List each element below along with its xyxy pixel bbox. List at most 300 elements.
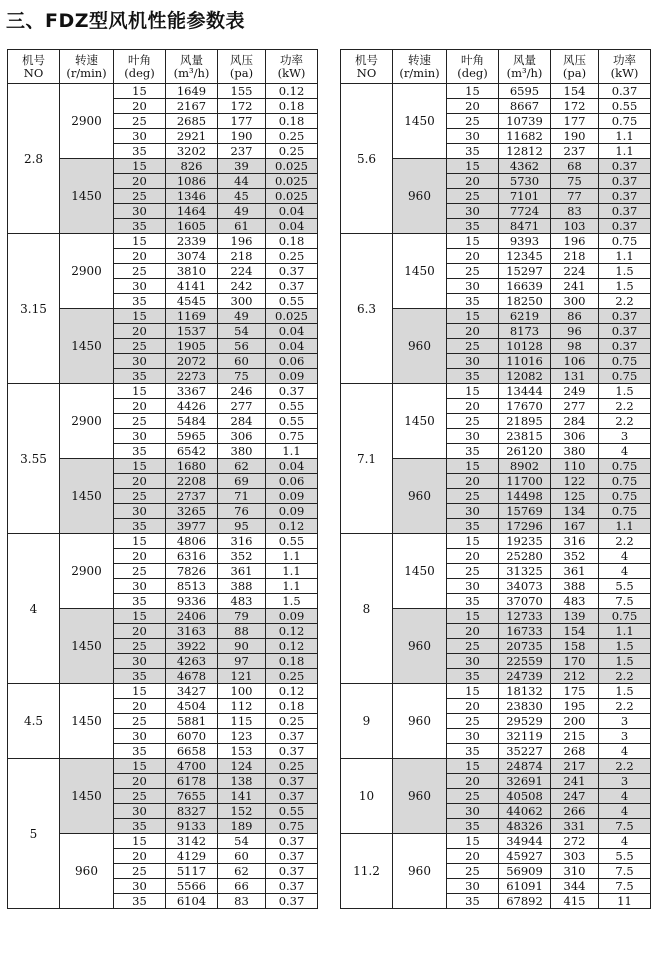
air-flow-cell: 2072 — [166, 354, 218, 369]
model-number-cell: 2.8 — [8, 84, 60, 234]
air-flow-cell: 17670 — [499, 399, 551, 414]
pressure-cell: 121 — [218, 669, 266, 684]
power-cell: 0.12 — [266, 519, 318, 534]
air-flow-cell: 11016 — [499, 354, 551, 369]
power-cell: 0.18 — [266, 654, 318, 669]
power-cell: 5.5 — [599, 579, 651, 594]
power-cell: 0.55 — [266, 414, 318, 429]
air-flow-cell: 2208 — [166, 474, 218, 489]
power-cell: 1.5 — [599, 384, 651, 399]
air-flow-cell: 826 — [166, 159, 218, 174]
blade-angle-cell: 15 — [447, 534, 499, 549]
power-cell: 7.5 — [599, 864, 651, 879]
air-flow-cell: 37070 — [499, 594, 551, 609]
power-cell: 1.5 — [599, 264, 651, 279]
speed-cell: 960 — [60, 834, 114, 909]
speed-cell: 1450 — [393, 534, 447, 609]
speed-cell: 960 — [393, 159, 447, 234]
power-cell: 0.37 — [599, 309, 651, 324]
air-flow-cell: 56909 — [499, 864, 551, 879]
blade-angle-cell: 25 — [114, 414, 166, 429]
blade-angle-cell: 30 — [114, 429, 166, 444]
pressure-cell: 246 — [218, 384, 266, 399]
speed-cell: 1450 — [60, 309, 114, 384]
speed-cell: 1450 — [393, 84, 447, 159]
power-cell: 0.09 — [266, 609, 318, 624]
air-flow-cell: 6104 — [166, 894, 218, 909]
blade-angle-cell: 20 — [114, 249, 166, 264]
air-flow-cell: 3265 — [166, 504, 218, 519]
power-cell: 1.5 — [599, 279, 651, 294]
blade-angle-cell: 25 — [114, 189, 166, 204]
pressure-cell: 83 — [551, 204, 599, 219]
blade-angle-cell: 30 — [114, 504, 166, 519]
blade-angle-cell: 15 — [447, 684, 499, 699]
power-cell: 0.12 — [266, 684, 318, 699]
pressure-cell: 154 — [551, 624, 599, 639]
pressure-cell: 141 — [218, 789, 266, 804]
air-flow-cell: 6658 — [166, 744, 218, 759]
pressure-cell: 316 — [218, 534, 266, 549]
power-cell: 1.1 — [599, 129, 651, 144]
blade-angle-cell: 30 — [447, 429, 499, 444]
pressure-cell: 123 — [218, 729, 266, 744]
blade-angle-cell: 20 — [114, 324, 166, 339]
pressure-cell: 189 — [218, 819, 266, 834]
blade-angle-cell: 35 — [447, 894, 499, 909]
header-flow: 风量 (m³/h) — [166, 50, 218, 84]
air-flow-cell: 6316 — [166, 549, 218, 564]
blade-angle-cell: 25 — [447, 639, 499, 654]
blade-angle-cell: 25 — [114, 114, 166, 129]
power-cell: 0.25 — [266, 714, 318, 729]
power-cell: 0.37 — [266, 879, 318, 894]
power-cell: 0.37 — [599, 324, 651, 339]
pressure-cell: 79 — [218, 609, 266, 624]
pressure-cell: 77 — [551, 189, 599, 204]
air-flow-cell: 5881 — [166, 714, 218, 729]
table-row — [341, 759, 651, 774]
pressure-cell: 131 — [551, 369, 599, 384]
table-row — [341, 534, 651, 549]
header-power: 功率 (kW) — [599, 50, 651, 84]
pressure-cell: 361 — [551, 564, 599, 579]
air-flow-cell: 4545 — [166, 294, 218, 309]
pressure-cell: 138 — [218, 774, 266, 789]
pressure-cell: 388 — [551, 579, 599, 594]
pressure-cell: 54 — [218, 324, 266, 339]
pressure-cell: 241 — [551, 774, 599, 789]
pressure-cell: 134 — [551, 504, 599, 519]
pressure-cell: 483 — [551, 594, 599, 609]
power-cell: 0.25 — [266, 129, 318, 144]
pressure-cell: 95 — [218, 519, 266, 534]
air-flow-cell: 9336 — [166, 594, 218, 609]
power-cell: 0.37 — [599, 204, 651, 219]
power-cell: 0.37 — [266, 384, 318, 399]
air-flow-cell: 6219 — [499, 309, 551, 324]
blade-angle-cell: 20 — [447, 549, 499, 564]
blade-angle-cell: 35 — [114, 294, 166, 309]
blade-angle-cell: 15 — [114, 159, 166, 174]
power-cell: 0.75 — [599, 234, 651, 249]
power-cell: 3 — [599, 714, 651, 729]
page-title: 三、FDZ型风机性能参数表 — [6, 10, 246, 32]
blade-angle-cell: 15 — [114, 84, 166, 99]
pressure-cell: 139 — [551, 609, 599, 624]
power-cell: 0.18 — [266, 234, 318, 249]
blade-angle-cell: 35 — [114, 894, 166, 909]
power-cell: 0.37 — [266, 729, 318, 744]
blade-angle-cell: 35 — [447, 519, 499, 534]
blade-angle-cell: 30 — [447, 804, 499, 819]
header-angle: 叶角 (deg) — [114, 50, 166, 84]
power-cell: 0.25 — [266, 669, 318, 684]
air-flow-cell: 13444 — [499, 384, 551, 399]
table-row — [341, 384, 651, 399]
model-number-cell: 4 — [8, 534, 60, 684]
speed-cell: 960 — [393, 684, 447, 759]
speed-cell: 960 — [393, 459, 447, 534]
air-flow-cell: 48326 — [499, 819, 551, 834]
pressure-cell: 100 — [218, 684, 266, 699]
power-cell: 0.09 — [266, 369, 318, 384]
pressure-cell: 61 — [218, 219, 266, 234]
speed-cell: 1450 — [60, 609, 114, 684]
table-row — [8, 759, 318, 774]
air-flow-cell: 8327 — [166, 804, 218, 819]
power-cell: 2.2 — [599, 534, 651, 549]
air-flow-cell: 45927 — [499, 849, 551, 864]
pressure-cell: 122 — [551, 474, 599, 489]
blade-angle-cell: 15 — [114, 534, 166, 549]
air-flow-cell: 18132 — [499, 684, 551, 699]
header-angle: 叶角 (deg) — [447, 50, 499, 84]
air-flow-cell: 31325 — [499, 564, 551, 579]
air-flow-cell: 3427 — [166, 684, 218, 699]
power-cell: 0.37 — [266, 744, 318, 759]
pressure-cell: 155 — [218, 84, 266, 99]
air-flow-cell: 5730 — [499, 174, 551, 189]
power-cell: 0.18 — [266, 114, 318, 129]
blade-angle-cell: 15 — [447, 759, 499, 774]
pressure-cell: 196 — [218, 234, 266, 249]
pressure-cell: 200 — [551, 714, 599, 729]
pressure-cell: 195 — [551, 699, 599, 714]
air-flow-cell: 32691 — [499, 774, 551, 789]
air-flow-cell: 6595 — [499, 84, 551, 99]
blade-angle-cell: 20 — [447, 399, 499, 414]
air-flow-cell: 5566 — [166, 879, 218, 894]
air-flow-cell: 67892 — [499, 894, 551, 909]
pressure-cell: 86 — [551, 309, 599, 324]
model-number-cell: 8 — [341, 534, 393, 684]
pressure-cell: 112 — [218, 699, 266, 714]
power-cell: 1.1 — [266, 549, 318, 564]
air-flow-cell: 24874 — [499, 759, 551, 774]
air-flow-cell: 4362 — [499, 159, 551, 174]
pressure-cell: 284 — [551, 414, 599, 429]
power-cell: 4 — [599, 834, 651, 849]
pressure-cell: 106 — [551, 354, 599, 369]
header-model: 机号 NO — [8, 50, 60, 84]
model-number-cell: 9 — [341, 684, 393, 759]
table-row — [8, 684, 318, 699]
pressure-cell: 218 — [551, 249, 599, 264]
power-cell: 0.12 — [266, 84, 318, 99]
pressure-cell: 170 — [551, 654, 599, 669]
pressure-cell: 215 — [551, 729, 599, 744]
power-cell: 0.025 — [266, 174, 318, 189]
power-cell: 1.1 — [266, 579, 318, 594]
speed-cell: 1450 — [60, 459, 114, 534]
air-flow-cell: 3367 — [166, 384, 218, 399]
blade-angle-cell: 20 — [114, 399, 166, 414]
power-cell: 1.5 — [599, 639, 651, 654]
pressure-cell: 303 — [551, 849, 599, 864]
power-cell: 0.37 — [599, 159, 651, 174]
blade-angle-cell: 15 — [114, 459, 166, 474]
power-cell: 0.04 — [266, 219, 318, 234]
air-flow-cell: 8902 — [499, 459, 551, 474]
power-cell: 4 — [599, 444, 651, 459]
table-row — [8, 84, 318, 99]
header-pressure: 风压 (pa) — [218, 50, 266, 84]
pressure-cell: 167 — [551, 519, 599, 534]
air-flow-cell: 21895 — [499, 414, 551, 429]
table-body-left — [8, 84, 318, 909]
blade-angle-cell: 35 — [447, 444, 499, 459]
power-cell: 0.37 — [266, 894, 318, 909]
blade-angle-cell: 30 — [114, 579, 166, 594]
pressure-cell: 44 — [218, 174, 266, 189]
air-flow-cell: 11700 — [499, 474, 551, 489]
model-number-cell: 6.3 — [341, 234, 393, 384]
power-cell: 4 — [599, 549, 651, 564]
blade-angle-cell: 35 — [114, 369, 166, 384]
blade-angle-cell: 35 — [447, 669, 499, 684]
pressure-cell: 39 — [218, 159, 266, 174]
header-flow: 风量 (m³/h) — [499, 50, 551, 84]
air-flow-cell: 44062 — [499, 804, 551, 819]
air-flow-cell: 2737 — [166, 489, 218, 504]
air-flow-cell: 9393 — [499, 234, 551, 249]
blade-angle-cell: 20 — [447, 699, 499, 714]
power-cell: 7.5 — [599, 819, 651, 834]
pressure-cell: 75 — [218, 369, 266, 384]
pressure-cell: 241 — [551, 279, 599, 294]
air-flow-cell: 5117 — [166, 864, 218, 879]
speed-cell: 960 — [393, 759, 447, 834]
power-cell: 0.75 — [599, 474, 651, 489]
pressure-cell: 49 — [218, 204, 266, 219]
pressure-cell: 352 — [551, 549, 599, 564]
blade-angle-cell: 15 — [114, 309, 166, 324]
blade-angle-cell: 25 — [114, 339, 166, 354]
air-flow-cell: 3810 — [166, 264, 218, 279]
air-flow-cell: 32119 — [499, 729, 551, 744]
pressure-cell: 217 — [551, 759, 599, 774]
header-speed: 转速 (r/min) — [393, 50, 447, 84]
air-flow-cell: 16639 — [499, 279, 551, 294]
blade-angle-cell: 30 — [447, 354, 499, 369]
model-number-cell: 4.5 — [8, 684, 60, 759]
speed-cell: 1450 — [60, 684, 114, 759]
power-cell: 2.2 — [599, 399, 651, 414]
blade-angle-cell: 20 — [114, 474, 166, 489]
blade-angle-cell: 30 — [447, 579, 499, 594]
pressure-cell: 177 — [218, 114, 266, 129]
pressure-cell: 190 — [551, 129, 599, 144]
pressure-cell: 277 — [551, 399, 599, 414]
pressure-cell: 224 — [218, 264, 266, 279]
pressure-cell: 62 — [218, 459, 266, 474]
air-flow-cell: 3922 — [166, 639, 218, 654]
blade-angle-cell: 25 — [114, 789, 166, 804]
power-cell: 0.55 — [599, 99, 651, 114]
air-flow-cell: 2921 — [166, 129, 218, 144]
air-flow-cell: 3142 — [166, 834, 218, 849]
air-flow-cell: 3074 — [166, 249, 218, 264]
air-flow-cell: 6178 — [166, 774, 218, 789]
table-row — [341, 234, 651, 249]
pressure-cell: 380 — [218, 444, 266, 459]
air-flow-cell: 35227 — [499, 744, 551, 759]
power-cell: 0.55 — [266, 399, 318, 414]
air-flow-cell: 18250 — [499, 294, 551, 309]
air-flow-cell: 34073 — [499, 579, 551, 594]
air-flow-cell: 12733 — [499, 609, 551, 624]
pressure-cell: 272 — [551, 834, 599, 849]
blade-angle-cell: 20 — [447, 624, 499, 639]
air-flow-cell: 1169 — [166, 309, 218, 324]
air-flow-cell: 2685 — [166, 114, 218, 129]
air-flow-cell: 24739 — [499, 669, 551, 684]
model-number-cell: 3.15 — [8, 234, 60, 384]
blade-angle-cell: 30 — [114, 804, 166, 819]
power-cell: 2.2 — [599, 294, 651, 309]
pressure-cell: 103 — [551, 219, 599, 234]
blade-angle-cell: 20 — [114, 699, 166, 714]
air-flow-cell: 61091 — [499, 879, 551, 894]
blade-angle-cell: 25 — [114, 639, 166, 654]
power-cell: 4 — [599, 789, 651, 804]
power-cell: 7.5 — [599, 879, 651, 894]
blade-angle-cell: 20 — [447, 474, 499, 489]
air-flow-cell: 1649 — [166, 84, 218, 99]
blade-angle-cell: 30 — [447, 204, 499, 219]
air-flow-cell: 16733 — [499, 624, 551, 639]
air-flow-cell: 9133 — [166, 819, 218, 834]
air-flow-cell: 34944 — [499, 834, 551, 849]
model-number-cell: 3.55 — [8, 384, 60, 534]
speed-cell: 2900 — [60, 384, 114, 459]
air-flow-cell: 4504 — [166, 699, 218, 714]
power-cell: 4 — [599, 564, 651, 579]
pressure-cell: 154 — [551, 84, 599, 99]
pressure-cell: 115 — [218, 714, 266, 729]
power-cell: 0.75 — [599, 504, 651, 519]
power-cell: 2.2 — [599, 699, 651, 714]
air-flow-cell: 1905 — [166, 339, 218, 354]
speed-cell: 2900 — [60, 234, 114, 309]
pressure-cell: 352 — [218, 549, 266, 564]
power-cell: 1.1 — [599, 144, 651, 159]
blade-angle-cell: 30 — [114, 204, 166, 219]
power-cell: 1.5 — [599, 654, 651, 669]
power-cell: 1.5 — [266, 594, 318, 609]
air-flow-cell: 1680 — [166, 459, 218, 474]
air-flow-cell: 22559 — [499, 654, 551, 669]
air-flow-cell: 6070 — [166, 729, 218, 744]
power-cell: 0.04 — [266, 339, 318, 354]
power-cell: 11 — [599, 894, 651, 909]
power-cell: 1.1 — [266, 444, 318, 459]
pressure-cell: 152 — [218, 804, 266, 819]
blade-angle-cell: 20 — [114, 549, 166, 564]
pressure-cell: 344 — [551, 879, 599, 894]
speed-cell: 1450 — [393, 234, 447, 309]
blade-angle-cell: 25 — [114, 714, 166, 729]
blade-angle-cell: 20 — [114, 99, 166, 114]
air-flow-cell: 17296 — [499, 519, 551, 534]
blade-angle-cell: 25 — [447, 339, 499, 354]
pressure-cell: 172 — [551, 99, 599, 114]
power-cell: 0.12 — [266, 624, 318, 639]
model-number-cell: 7.1 — [341, 384, 393, 534]
pressure-cell: 212 — [551, 669, 599, 684]
air-flow-cell: 14498 — [499, 489, 551, 504]
blade-angle-cell: 15 — [447, 234, 499, 249]
blade-angle-cell: 15 — [447, 459, 499, 474]
power-cell: 0.37 — [599, 84, 651, 99]
blade-angle-cell: 25 — [447, 264, 499, 279]
air-flow-cell: 1605 — [166, 219, 218, 234]
pressure-cell: 277 — [218, 399, 266, 414]
power-cell: 0.75 — [266, 819, 318, 834]
air-flow-cell: 7724 — [499, 204, 551, 219]
blade-angle-cell: 15 — [447, 609, 499, 624]
blade-angle-cell: 35 — [447, 144, 499, 159]
blade-angle-cell: 25 — [114, 489, 166, 504]
table-row — [341, 834, 651, 849]
model-number-cell: 11.2 — [341, 834, 393, 909]
power-cell: 0.025 — [266, 309, 318, 324]
power-cell: 0.37 — [599, 189, 651, 204]
header-pressure: 风压 (pa) — [551, 50, 599, 84]
header-power: 功率 (kW) — [266, 50, 318, 84]
blade-angle-cell: 35 — [447, 819, 499, 834]
power-cell: 0.37 — [266, 834, 318, 849]
air-flow-cell: 5965 — [166, 429, 218, 444]
blade-angle-cell: 25 — [447, 789, 499, 804]
power-cell: 0.12 — [266, 639, 318, 654]
power-cell: 0.25 — [266, 249, 318, 264]
pressure-cell: 268 — [551, 744, 599, 759]
air-flow-cell: 3163 — [166, 624, 218, 639]
pressure-cell: 153 — [218, 744, 266, 759]
table-row — [8, 234, 318, 249]
power-cell: 3 — [599, 429, 651, 444]
power-cell: 4 — [599, 804, 651, 819]
air-flow-cell: 10739 — [499, 114, 551, 129]
table-row — [8, 384, 318, 399]
blade-angle-cell: 30 — [114, 129, 166, 144]
blade-angle-cell: 15 — [447, 84, 499, 99]
air-flow-cell: 12345 — [499, 249, 551, 264]
blade-angle-cell: 20 — [114, 624, 166, 639]
pressure-cell: 300 — [218, 294, 266, 309]
